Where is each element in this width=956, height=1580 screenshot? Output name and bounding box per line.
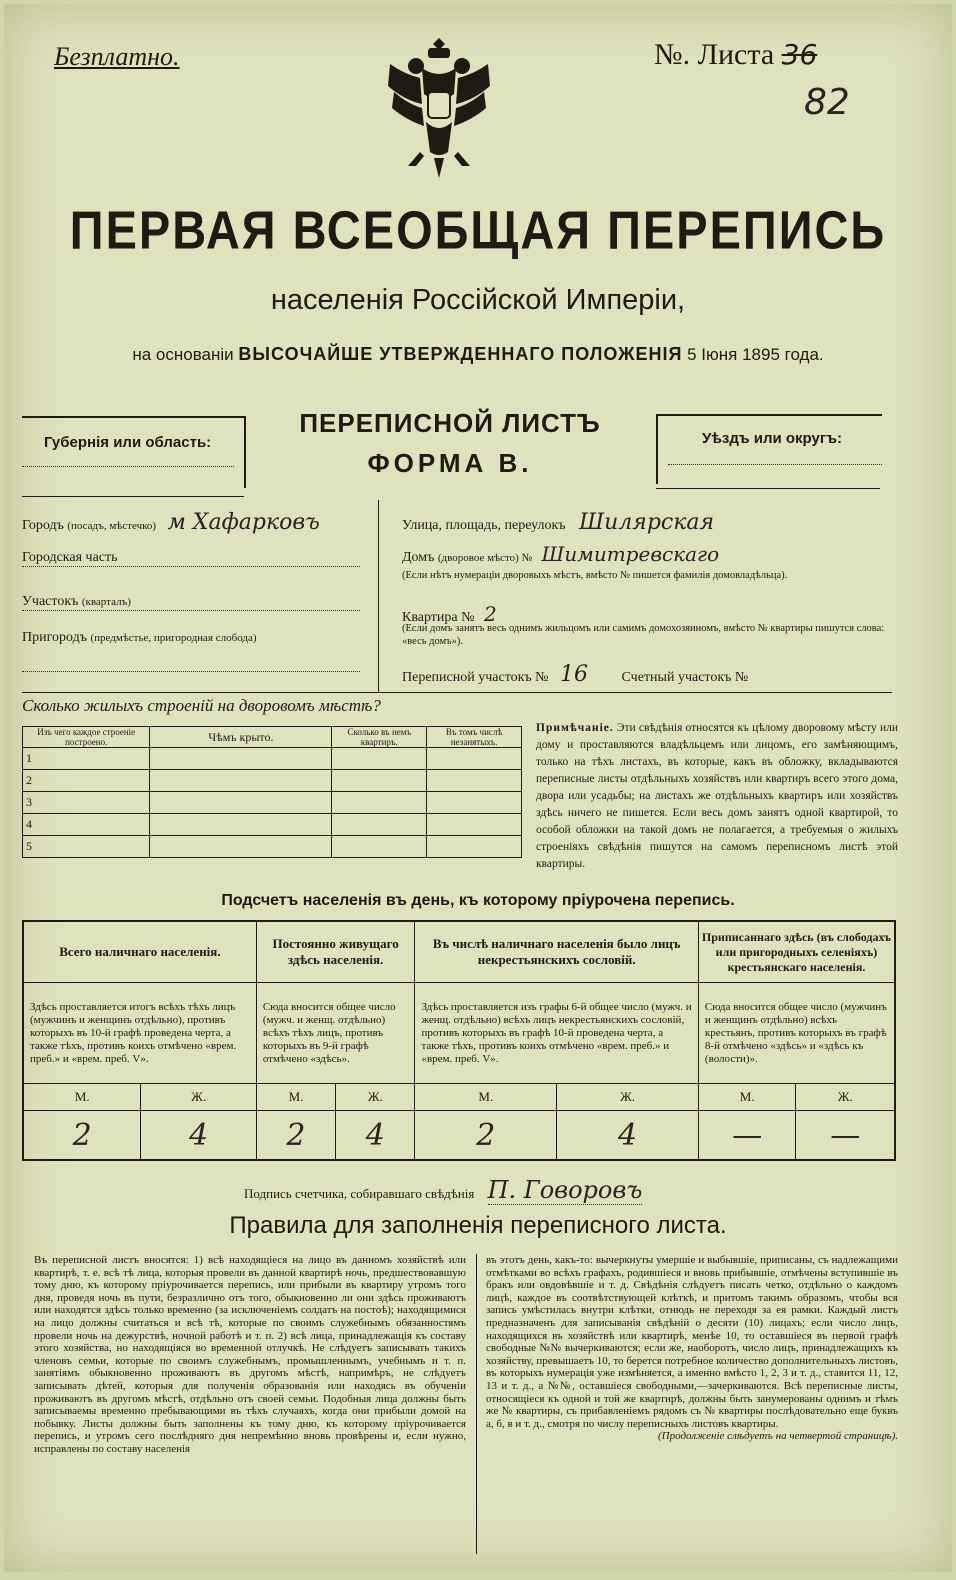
uezd-label: Уѣздъ или округъ: [702, 430, 843, 447]
uezd-box [656, 414, 882, 484]
peasant-male-value[interactable]: — [698, 1111, 796, 1161]
buildings-col-material: Изъ чего каждое строеніе построено. [23, 727, 150, 748]
table-row [23, 770, 522, 792]
apartment-value: 2 [483, 602, 497, 626]
count-desc-peasant: Сюда вносится общее число (мужчинъ и женщинъ отдѣльно) всѣхъ крестьянъ, противъ которыхъ въ графѣ 8-й отмѣчено «здѣсь» и «здѣсь къ (волости)». [698, 983, 895, 1084]
male-header: М. [415, 1084, 557, 1111]
sheet-number [654, 38, 817, 72]
district-sublabel: (кварталъ) [81, 596, 131, 608]
suburb-row[interactable] [22, 630, 367, 646]
page-title: ПЕРВАЯ ВСЕОБЩАЯ ПЕРЕПИСЬ [69, 199, 887, 260]
gubernia-field[interactable] [22, 465, 234, 467]
count-desc-permanent: Сюда вносится общее число (мужч. и женщ. отдѣльно) всѣхъ тѣхъ лицъ, противъ которыхъ въ 9-й графѣ отмѣчено «здѣсь». [256, 983, 415, 1084]
legal-basis-caps: ВЫСОЧАЙШЕ УТВЕРЖДЕННАГО ПОЛОЖЕНІЯ [238, 344, 683, 364]
count-area-label: Счетный участокъ № [621, 670, 749, 685]
sheet-name: ПЕРЕПИСНОЙ ЛИСТЪ [299, 408, 601, 438]
permanent-male-value[interactable]: 2 [256, 1111, 335, 1161]
rules-continuation: (Продолженіе слѣдуетъ на четвертой страницѣ). [658, 1430, 898, 1443]
page-subtitle: населенія Россійской Имперіи, [270, 284, 686, 316]
count-desc-nonpeasant: Здѣсь проставляется изъ графы 6-й общее число (мужч. и женщ. отдѣльно) всѣхъ лицъ некрестьянскихъ сословій, противъ которыхъ въ графѣ 10-й проведена черта, а также тѣхъ, противъ коихъ отмѣчено «врем. преб.» и «врем. преб. V». [415, 983, 698, 1084]
suburb-label: Пригородъ [22, 630, 87, 645]
note-label: Примѣчаніе. [536, 722, 614, 734]
row-number: 3 [23, 792, 150, 814]
street-row[interactable] [402, 510, 887, 535]
count-title: Подсчетъ населенія въ день, къ которому пріурочена перепись. [221, 892, 735, 909]
signature-row[interactable] [244, 1176, 642, 1204]
form-letter: ФОРМА В. [367, 448, 533, 478]
rules-right-text: въ этотъ день, какъ-то: вычеркнуты умершіе и выбывшіе, приписаны, съ надлежащими отмѣтками во всѣхъ графахъ, родившіеся и вновь прибывшіе, отмѣчены вступившіе въ бракъ или овдовѣвшіе и т. д. Свѣдѣнія слѣдуетъ писать четко, отдѣльно о каждомъ лицѣ, каждое въ соотвѣтствующей клѣткѣ, и притомъ такимъ образомъ, чтобы вся запись умѣстилась внутри клѣтки, отнюдь не переходя за ея рамки. Каждый листъ предназначенъ для записыванія свѣдѣній о десяти (10) лицахъ; если число лицъ, находящихся въ хозяйствѣ или квартирѣ, менѣе 10, то оставшіеся въ первой графѣ свободные №№ вычеркиваются; если же, наоборотъ, число лицъ, принадлежащихъ къ хозяйству, превышаетъ 10, то берется потребное количество дополнительныхъ листовъ, въ которыхъ нумерація уже измѣняется, а именно вмѣсто 1, 2, 3 и т. д., ставится 11, 12, 13 и т. д., а №№, оставшіеся свободными,—зачеркиваются. Всѣ переписные листы, относящіеся къ одной и той же квартирѣ, должны быть занумерованы однимъ и тѣмъ же № квартиры, съ прибавленіемъ рядомъ съ № квартиры послѣдовательно еще буквъ а, б, в и т. д., смотря по числу переписныхъ листовъ квартиры. [486, 1254, 898, 1430]
permanent-female-value[interactable]: 4 [336, 1111, 415, 1161]
house-label: Домъ [402, 550, 435, 565]
buildings-question: Сколько жилыхъ строеній на дворовомъ мѣстѣ? [22, 696, 381, 715]
buildings-col-apartments: Сколько въ немъ квартиръ. [332, 727, 427, 748]
legal-basis [4, 344, 952, 365]
rules-title: Правила для заполненія переписного листа. [229, 1212, 727, 1239]
sheet-number-old: 36 [781, 38, 818, 71]
divider [22, 496, 244, 497]
nonpeasant-male-value[interactable]: 2 [415, 1111, 557, 1161]
count-desc-total: Здѣсь проставляется итогъ всѣхъ тѣхъ лицъ (мужчинъ и женщинъ отдѣльно), противъ которыхъ въ 10-й графѣ проведена черта, а также тѣхъ, противъ коихъ отмѣчено «врем. преб.» и «врем. преб. V». [23, 983, 256, 1084]
rules-right-column [486, 1254, 898, 1443]
divider [656, 488, 880, 489]
male-header: М. [698, 1084, 796, 1111]
sheet-number-new: 82 [804, 82, 850, 123]
address-divider [378, 500, 379, 692]
total-male-value[interactable]: 2 [23, 1111, 141, 1161]
table-row [23, 792, 522, 814]
female-header: Ж. [336, 1084, 415, 1111]
count-head-permanent: Постоянно живущаго здѣсь населенія. [256, 921, 415, 983]
city-sublabel: (посадъ, мѣстечко) [67, 520, 157, 532]
city-label: Городъ [22, 518, 64, 533]
count-head-peasant: Приписаннаго здѣсь (въ слободахъ или пригородныхъ селеніяхъ) крестьянскаго населенія. [698, 921, 895, 983]
rules-left-column: Въ переписной листъ вносятся: 1) всѣ находящіеся на лицо въ данномъ хозяйствѣ или квартирѣ, т. е. всѣ тѣ лица, которыя провели въ данной квартирѣ ночь, предшествовавшую тому дню, къ которому пріурочивается перепись, или прибыли въ квартиру утромъ того дня, проведя ночь въ пути, безразлично отъ того, обыкновенно ли они здѣсь проживаютъ или находятся здѣсь только временно (за исключеніемъ солдатъ на постоѣ); находящимися на лицо должны считаться и всѣ тѣ, которые по своимъ служебнымъ обязанностямъ провели ночь на дежурствѣ, ночной работѣ и т. п. 2) всѣ лица, принадлежащія къ составу этого хозяйства, но находящіяся во временной отлучкѣ. Не слѣдуетъ записывать такихъ членовъ семьи, которые по своимъ служебнымъ, промышленнымъ, учебнымъ и т. п. занятіямъ обыкновенно проживаютъ въ другомъ мѣстѣ, напримѣръ, не слѣдуетъ записывать дѣтей, которыя для полученія образованія или находясь въ обученіи проживаютъ въ другомъ мѣстѣ, отдѣльно отъ своей семьи. Подобныя лица должны быть записываемы временно пребывающими въ тѣхъ случаяхъ, когда они прибыли домой на побывку. Листы должны быть заполнены къ тому дню, къ которому пріурочивается перепись, и утромъ сего послѣдняго дня непремѣнно вновь провѣрены и, если нужно, исправлены по составу населенія [34, 1254, 466, 1455]
signature-value: П. Говоровъ [487, 1176, 643, 1204]
census-form-page [4, 4, 952, 1572]
apartment-note: (Если домъ занятъ весь однимъ жильцомъ или самимъ домохозяиномъ, вмѣсто № квартиры пишутся слова: «весь домъ»). [402, 623, 885, 647]
row-number: 1 [23, 748, 150, 770]
male-header: М. [23, 1084, 141, 1111]
district-row[interactable] [22, 594, 360, 611]
district-label: Участокъ [22, 594, 79, 609]
female-header: Ж. [557, 1084, 699, 1111]
census-area-value: 16 [560, 662, 589, 687]
census-area-row[interactable] [402, 662, 892, 687]
nonpeasant-female-value[interactable]: 4 [557, 1111, 699, 1161]
peasant-female-value[interactable]: — [796, 1111, 895, 1161]
count-head-total: Всего наличнаго населенія. [23, 921, 256, 983]
sheet-number-label: №. Листа [654, 38, 775, 71]
population-count-table [22, 920, 896, 1161]
house-note: (Если нѣтъ нумераціи дворовыхъ мѣстъ, вмѣсто № пишется фамилія домовладѣльца). [402, 570, 788, 581]
suburb-field[interactable] [22, 670, 360, 672]
house-sublabel: (дворовое мѣсто) № [437, 552, 533, 564]
house-row[interactable] [402, 542, 887, 566]
suburb-sublabel: (предмѣстье, пригородная слобода) [90, 632, 257, 644]
table-row [23, 748, 522, 770]
gubernia-box [22, 416, 246, 488]
note-text: Эти свѣдѣнія относятся къ цѣлому дворовому мѣсту или дому и проставляются владѣльцемъ или лицомъ, его замѣняющимъ, только на тѣхъ листахъ, въ которые, какъ въ обложку, вкладываются переписные листы отдѣльныхъ хозяйствъ или квартиръ всего этого дома, двора или усадьбы; на листахъ же отдѣльныхъ квартиръ или хозяйствъ здѣсь ничего не пишется. Если весь домъ занятъ одной квартирой, то особой обложки на такой домъ не полагается, а требуемыя о жилыхъ строеніяхъ свѣдѣнія пишутся на самомъ переписномъ листѣ этой квартиры. [536, 722, 898, 870]
female-header: Ж. [141, 1084, 256, 1111]
double-headed-eagle-icon [384, 34, 494, 184]
row-number: 2 [23, 770, 150, 792]
street-label: Улица, площадь, переулокъ [402, 518, 566, 533]
buildings-col-vacant: Въ томъ числѣ незанятыхъ. [427, 727, 522, 748]
legal-basis-suffix: 5 Іюня 1895 года. [687, 345, 824, 364]
row-number: 5 [23, 836, 150, 858]
buildings-table [22, 726, 522, 858]
table-row [23, 836, 522, 858]
street-value: Шилярская [578, 510, 715, 535]
uezd-field[interactable] [668, 463, 882, 465]
table-row [23, 814, 522, 836]
row-number: 4 [23, 814, 150, 836]
gubernia-label: Губернія или область: [44, 434, 212, 451]
apartment-label: Квартира № [402, 610, 475, 625]
signature-label: Подпись счетчика, собиравшаго свѣдѣнія [244, 1186, 475, 1201]
buildings-note [536, 720, 898, 873]
buildings-col-roof: Чѣмъ крыто. [150, 727, 332, 748]
house-value: Шимитревскаго [541, 542, 720, 566]
count-head-nonpeasant: Въ числѣ наличнаго населенія было лицъ некрестьянскихъ сословій. [415, 921, 698, 983]
city-part-label: Городская часть [22, 550, 118, 565]
city-part-row[interactable] [22, 550, 360, 567]
column-divider [476, 1254, 477, 1554]
female-header: Ж. [796, 1084, 895, 1111]
divider [22, 692, 892, 693]
legal-basis-prefix: на основаніи [132, 345, 234, 364]
city-value: м Хафарковъ [167, 510, 320, 535]
census-area-label: Переписной участокъ № [402, 670, 549, 685]
city-row[interactable] [22, 510, 367, 535]
total-female-value[interactable]: 4 [141, 1111, 256, 1161]
free-label: Безплатно. [54, 42, 180, 71]
male-header: М. [256, 1084, 335, 1111]
